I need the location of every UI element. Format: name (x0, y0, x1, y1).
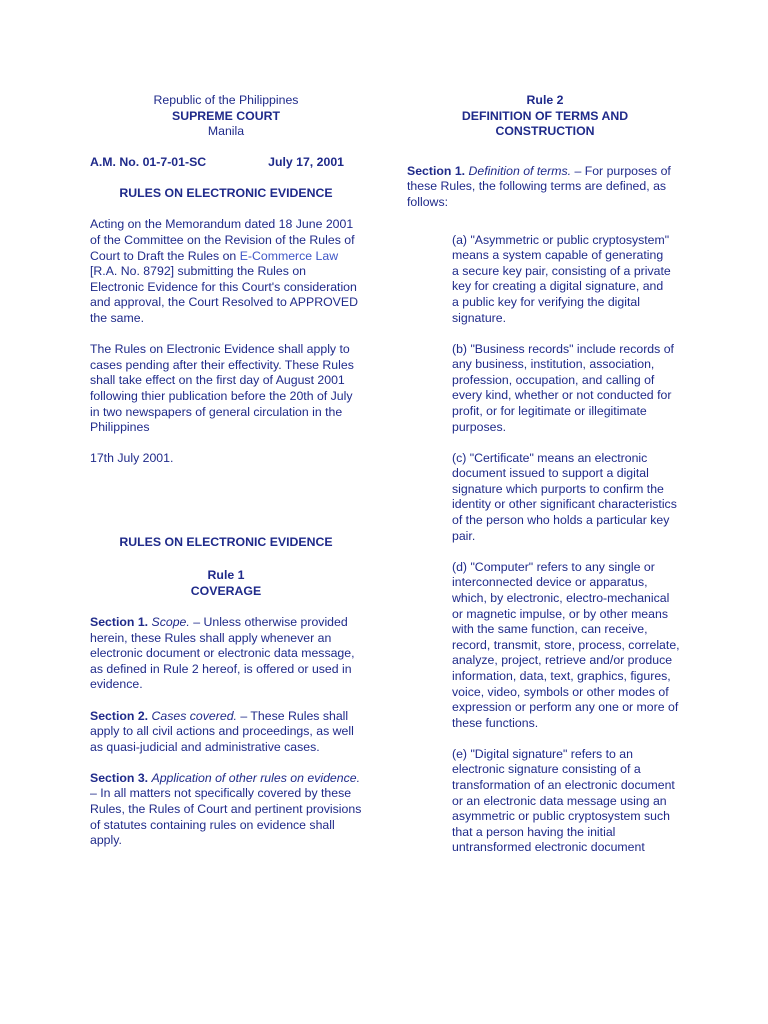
rule2-label: Rule 2 (526, 93, 564, 107)
section-number: Section 1. (90, 615, 149, 630)
section-text: – Unless otherwise provided herein, these Rules shall apply whenever an electronic document or electronic data message, as defined in Rule 2 hereof, is offered or used in evidence. (90, 615, 355, 692)
court-header (90, 93, 362, 140)
resolution-text-a: Acting on the Memorandum dated 18 June 2001 of the Committee on the Revision of the Rules of Court to Draft the Rules on (90, 217, 355, 263)
am-date: July 17, 2001 (268, 154, 344, 169)
rule1-section-3 (90, 771, 362, 849)
section-number: Section 2. (90, 708, 149, 723)
rule2-title: DEFINITION OF TERMS AND CONSTRUCTION (461, 108, 629, 139)
section-title: Definition of terms. (468, 163, 572, 178)
rule2-section-1 (407, 164, 683, 211)
definition-c: (c) "Certificate" means an electronic document issued to support a digital signature which purports to confirm the identity or other significant characteristics of the person who holds a particular key pair. (452, 450, 677, 543)
header-republic: Republic of the Philippines (153, 93, 299, 107)
header-manila: Manila (207, 124, 245, 139)
effectivity-paragraph: The Rules on Electronic Evidence shall apply to cases pending after their effectivity. These Rules shall take effect on the first day of August 2001 following thier publication before the 20th of July in two newspapers of general circulation in the Philippines (90, 342, 354, 435)
rule1-section-1 (90, 615, 362, 693)
definition-e: (e) "Digital signature" refers to an electronic signature consisting of a transformation of an electronic document or an electronic data message using an asymmetric or public cryptosystem such that a person having the initial untransformed electronic document (452, 746, 675, 855)
section-text: – For purposes of these Rules, the following terms are defined, as follows: (407, 163, 671, 209)
section-number: Section 3. (90, 770, 149, 785)
rule1-section-2 (90, 709, 362, 756)
rule1-title: COVERAGE (190, 583, 262, 598)
section-title: Scope. (151, 615, 190, 630)
rule2-heading (407, 93, 683, 140)
am-number-line (90, 155, 362, 171)
am-number: A.M. No. 01-7-01-SC (90, 154, 207, 169)
resolution-text-b: [R.A. No. 8792] submitting the Rules on Electronic Evidence for this Court's consideration and approval, the Court Resolved to APPROVED the same. (90, 264, 358, 326)
definition-a: (a) "Asymmetric or public cryptosystem" means a system capable of generating a secure key pair, consisting of a private key for creating a digital signature, and a public key for verifying the digital signature. (452, 232, 671, 325)
header-supreme-court: SUPREME COURT (172, 108, 280, 123)
section-title: Application of other rules on evidence. (151, 770, 361, 785)
e-commerce-law-link[interactable]: E-Commerce Law (239, 248, 339, 263)
definition-b: (b) "Business records" include records of any business, institution, association, profession, occupation, and calling of every kind, whether or not conducted for profit, or for legitimate or illegitimate purposes. (452, 341, 674, 434)
left-column (90, 93, 362, 864)
resolution-paragraph (90, 217, 362, 326)
right-column (407, 93, 683, 871)
title-rules-electronic-evidence-2: RULES ON ELECTRONIC EVIDENCE (119, 534, 333, 549)
date-line: 17th July 2001. (90, 451, 174, 466)
section-text: – These Rules shall apply to all civil actions and proceedings, as well as quasi-judicial and administrative cases. (90, 708, 354, 754)
section-text: – In all matters not specifically covered by these Rules, the Rules of Court and pertinent provisions of statutes containing rules on evidence shall apply. (90, 786, 362, 848)
title-rules-electronic-evidence: RULES ON ELECTRONIC EVIDENCE (119, 186, 333, 201)
section-title: Cases covered. (151, 708, 237, 723)
definition-d: (d) "Computer" refers to any single or interconnected device or apparatus, which, by electronic, electro-mechanical or magnetic impulse, or by other means with the same function, can receive, record, transmit, store, process, correlate, analyze, project, retrieve and/or produce information, data, text, graphics, figures, voice, video, symbols or other modes of expression or perform any one or more of these functions. (452, 559, 680, 730)
section-number: Section 1. (407, 163, 466, 178)
rule1-heading (90, 568, 362, 599)
rule1-label: Rule 1 (207, 568, 245, 583)
